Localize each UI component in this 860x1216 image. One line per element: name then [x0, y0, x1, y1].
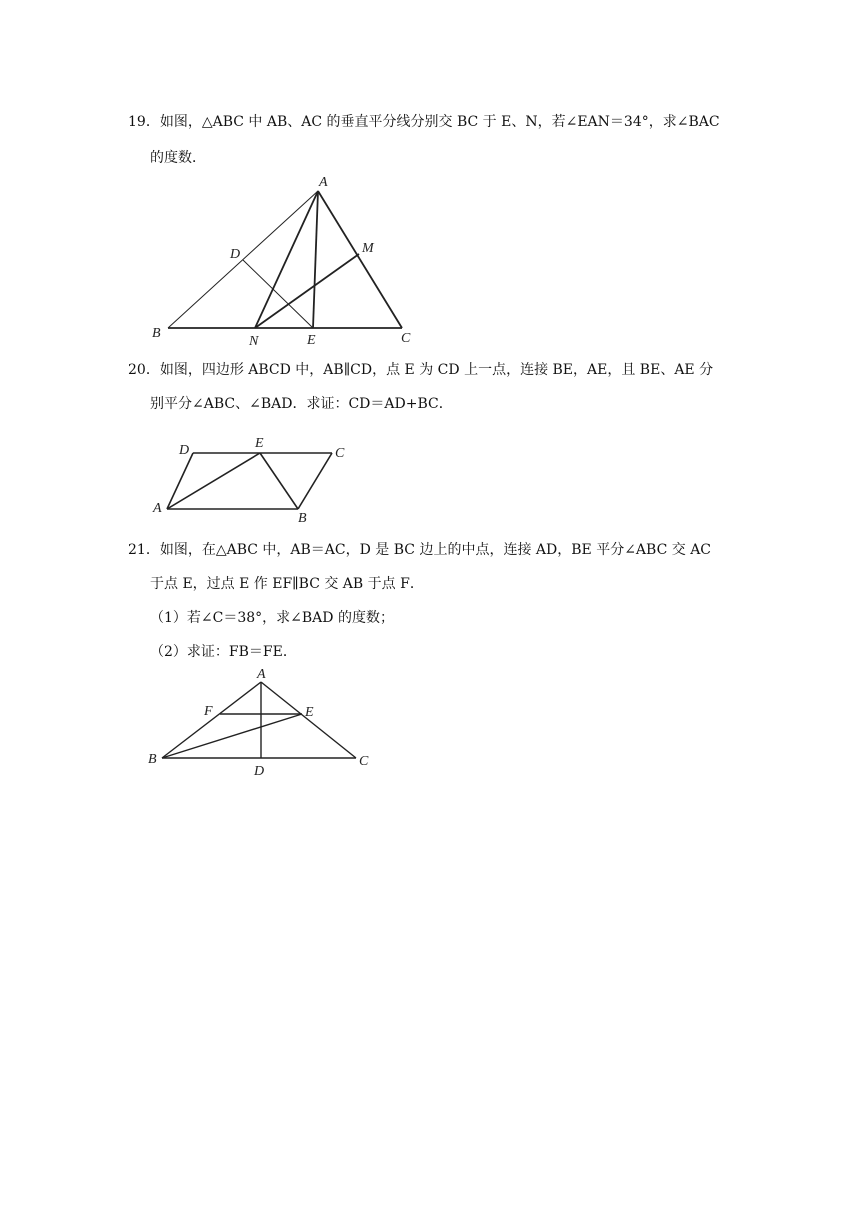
segment-NM	[255, 254, 359, 328]
segment-BE	[162, 714, 302, 758]
segment-AN	[255, 191, 318, 328]
label-N: N	[249, 334, 259, 349]
segment-AC	[318, 191, 402, 328]
segment-AB	[162, 682, 261, 758]
label-A: A	[257, 667, 266, 682]
label-B: B	[298, 511, 307, 525]
problem-20-line-1: 20．如图，四边形 ABCD 中，AB∥CD，点 E 为 CD 上一点，连接 BE，AE，且 BE、AE 分	[128, 362, 714, 378]
problem-21-part-1: （1）若∠C＝38°，求∠BAD 的度数；	[150, 610, 394, 626]
problem-19-figure	[140, 170, 430, 350]
label-D: D	[230, 247, 241, 262]
problem-21-line-1: 21．如图，在△ABC 中，AB＝AC，D 是 BC 边上的中点，连接 AD，BE 平分∠ABC 交 AC	[128, 542, 712, 558]
segment-BE	[260, 453, 298, 509]
label-E: E	[255, 436, 264, 451]
label-B: B	[152, 326, 161, 341]
problem-20-line-2: 别平分∠ABC、∠BAD．求证：CD＝AD+BC．	[150, 396, 453, 412]
label-C: C	[401, 331, 411, 346]
problem-20-figure	[145, 430, 365, 525]
label-E: E	[307, 333, 316, 348]
label-M: M	[362, 241, 374, 256]
label-F: F	[204, 704, 213, 719]
label-D: D	[179, 443, 190, 458]
problem-19-line-2: 的度数．	[150, 150, 206, 166]
problem-19-line-1: 19．如图，△ABC 中 AB、AC 的垂直平分线分别交 BC 于 E、N，若∠EAN＝34°，求∠BAC	[128, 114, 720, 130]
problem-21-figure	[140, 665, 390, 780]
segment-AC	[261, 682, 356, 758]
problem-21-line-2: 于点 E，过点 E 作 EF∥BC 交 AB 于点 F．	[150, 576, 424, 592]
label-B: B	[148, 752, 157, 767]
problem-21-part-2: （2）求证：FB＝FE．	[150, 644, 297, 660]
label-C: C	[359, 754, 369, 769]
segment-BC	[298, 453, 332, 509]
label-A: A	[153, 501, 162, 516]
label-D: D	[254, 764, 265, 779]
segment-BA	[168, 191, 318, 328]
segment-AE	[167, 453, 260, 509]
label-C: C	[335, 446, 345, 461]
label-E: E	[305, 705, 314, 720]
label-A: A	[319, 175, 328, 190]
segment-AE	[313, 191, 318, 328]
